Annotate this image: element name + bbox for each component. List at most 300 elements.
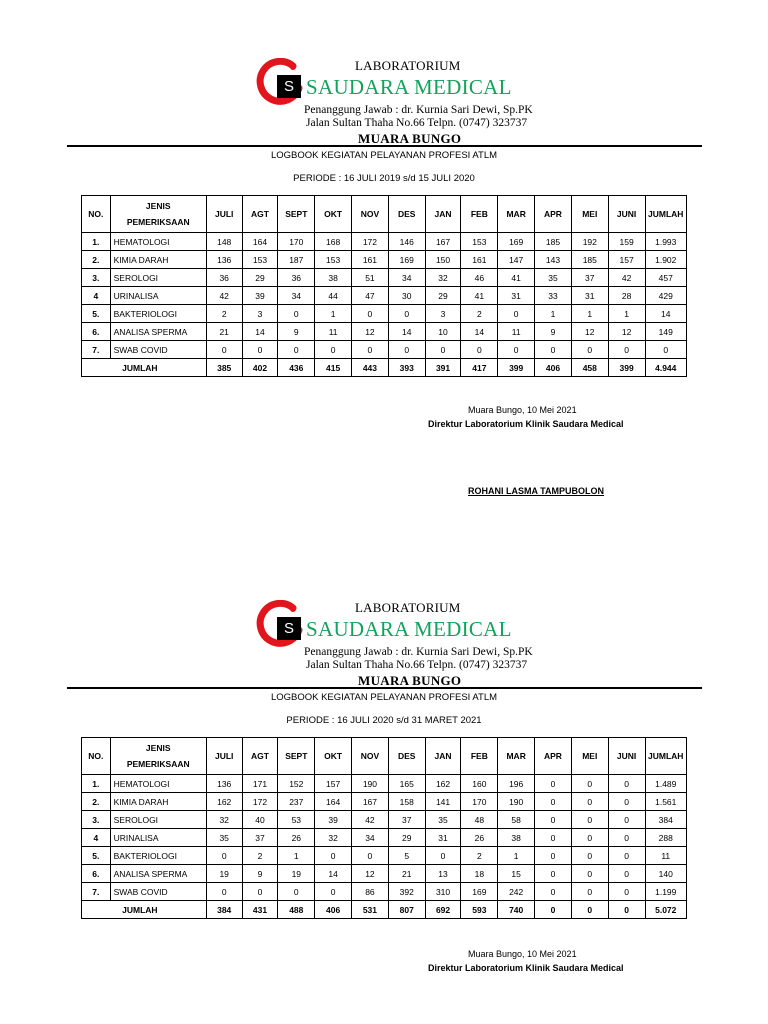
value-cell: 148 <box>206 233 242 251</box>
value-cell: 38 <box>498 829 535 847</box>
value-cell: 37 <box>242 829 278 847</box>
value-cell: 0 <box>571 865 608 883</box>
brand-name: SAUDARA MEDICAL <box>306 617 512 641</box>
col-header-jenis-line1: JENIS <box>145 201 171 211</box>
signature-place-date: Muara Bungo, 10 Mei 2021 <box>468 405 577 415</box>
value-cell: 14 <box>461 323 498 341</box>
value-cell: 237 <box>278 793 315 811</box>
exam-name: URINALISA <box>110 287 206 305</box>
responsible-person: Penanggung Jawab : dr. Kurnia Sari Dewi, Sp.PK <box>304 646 533 658</box>
lab-title: LABORATORIUM <box>355 58 461 73</box>
value-cell: 2 <box>206 305 242 323</box>
value-cell: 164 <box>315 793 352 811</box>
value-cell: 37 <box>571 269 608 287</box>
value-cell: 31 <box>425 829 461 847</box>
value-cell: 26 <box>278 829 315 847</box>
value-cell: 9 <box>278 323 315 341</box>
value-cell: 457 <box>645 269 687 287</box>
total-cell: 402 <box>242 359 278 377</box>
value-cell: 0 <box>242 883 278 901</box>
value-cell: 0 <box>315 847 352 865</box>
exam-name: BAKTERIOLOGI <box>110 305 206 323</box>
logbook-title: LOGBOOK KEGIATAN PELAYANAN PROFESI ATLM <box>270 692 498 703</box>
value-cell: 0 <box>206 341 242 359</box>
value-cell: 32 <box>425 269 461 287</box>
value-cell: 35 <box>206 829 242 847</box>
value-cell: 29 <box>388 829 425 847</box>
value-cell: 150 <box>425 251 461 269</box>
value-cell: 0 <box>498 305 535 323</box>
exam-name: SEROLOGI <box>110 811 206 829</box>
report-section-1 <box>0 58 768 373</box>
row-number: 6. <box>82 865 111 883</box>
value-cell: 35 <box>425 811 461 829</box>
value-cell: 14 <box>315 865 352 883</box>
value-cell: 3 <box>425 305 461 323</box>
value-cell: 0 <box>425 341 461 359</box>
value-cell: 31 <box>498 287 535 305</box>
report-section-2 <box>0 600 768 915</box>
value-cell: 146 <box>388 233 425 251</box>
value-cell: 0 <box>571 793 608 811</box>
value-cell: 161 <box>461 251 498 269</box>
value-cell: 169 <box>498 233 535 251</box>
value-cell: 29 <box>425 287 461 305</box>
letterhead <box>0 58 768 184</box>
value-cell: 3 <box>242 305 278 323</box>
value-cell: 0 <box>608 811 645 829</box>
value-cell: 1 <box>498 847 535 865</box>
value-cell: 0 <box>206 847 242 865</box>
total-label: JUMLAH <box>110 359 206 377</box>
total-label: JUMLAH <box>110 901 206 919</box>
value-cell: 167 <box>425 233 461 251</box>
total-cell: 593 <box>461 901 498 919</box>
total-cell: 0 <box>608 901 645 919</box>
total-cell: 458 <box>571 359 608 377</box>
value-cell: 429 <box>645 287 687 305</box>
value-cell: 34 <box>352 829 389 847</box>
value-cell: 41 <box>461 287 498 305</box>
value-cell: 19 <box>278 865 315 883</box>
period-label: PERIODE : 16 JULI 2019 s/d 15 JULI 2020 <box>293 173 475 184</box>
col-header-jenis <box>110 738 206 775</box>
table-row <box>82 865 687 883</box>
col-header: FEB <box>461 196 498 233</box>
value-cell: 196 <box>498 775 535 793</box>
col-header: NO. <box>82 196 111 233</box>
value-cell: 157 <box>315 775 352 793</box>
value-cell: 161 <box>352 251 389 269</box>
total-cell: 393 <box>388 359 425 377</box>
value-cell: 153 <box>461 233 498 251</box>
table-row <box>82 323 687 341</box>
value-cell: 147 <box>498 251 535 269</box>
value-cell: 187 <box>278 251 315 269</box>
value-cell: 86 <box>352 883 389 901</box>
value-cell: 37 <box>388 811 425 829</box>
value-cell: 39 <box>315 811 352 829</box>
col-header: OKT <box>315 738 352 775</box>
value-cell: 39 <box>242 287 278 305</box>
header-divider <box>67 145 702 147</box>
row-number: 5. <box>82 305 111 323</box>
value-cell: 136 <box>206 251 242 269</box>
total-cell: 384 <box>206 901 242 919</box>
table-row <box>82 793 687 811</box>
row-number: 6. <box>82 323 111 341</box>
value-cell: 12 <box>352 865 389 883</box>
value-cell: 153 <box>315 251 352 269</box>
value-cell: 0 <box>315 883 352 901</box>
col-header-jenis-line2: PEMERIKSAAN <box>126 759 190 769</box>
address: Jalan Sultan Thaha No.66 Telpn. (0747) 323737 <box>306 117 528 129</box>
col-header: MEI <box>571 738 608 775</box>
value-cell: 158 <box>388 793 425 811</box>
total-cell: 692 <box>425 901 461 919</box>
table-row <box>82 287 687 305</box>
col-header: SEPT <box>278 738 315 775</box>
value-cell: 1.993 <box>645 233 687 251</box>
value-cell: 19 <box>206 865 242 883</box>
value-cell: 0 <box>608 847 645 865</box>
value-cell: 0 <box>352 847 389 865</box>
value-cell: 48 <box>461 811 498 829</box>
value-cell: 0 <box>608 793 645 811</box>
col-header: JUNI <box>608 196 645 233</box>
table-row <box>82 251 687 269</box>
table-row <box>82 233 687 251</box>
total-cell: 807 <box>388 901 425 919</box>
value-cell: 18 <box>461 865 498 883</box>
total-cell: 406 <box>535 359 572 377</box>
total-cell: 385 <box>206 359 242 377</box>
value-cell: 0 <box>571 811 608 829</box>
value-cell: 40 <box>242 811 278 829</box>
total-cell: 406 <box>315 901 352 919</box>
table-header-row <box>82 738 687 775</box>
value-cell: 46 <box>461 269 498 287</box>
exam-name: HEMATOLOGI <box>110 775 206 793</box>
value-cell: 0 <box>535 341 572 359</box>
total-cell: 0 <box>571 901 608 919</box>
value-cell: 167 <box>352 793 389 811</box>
value-cell: 152 <box>278 775 315 793</box>
value-cell: 13 <box>425 865 461 883</box>
value-cell: 164 <box>242 233 278 251</box>
col-header: MEI <box>571 196 608 233</box>
value-cell: 0 <box>535 829 572 847</box>
col-header: DES <box>388 196 425 233</box>
total-cell: 436 <box>278 359 315 377</box>
value-cell: 288 <box>645 829 687 847</box>
row-number: 3. <box>82 269 111 287</box>
total-cell: 443 <box>352 359 389 377</box>
table-row <box>82 883 687 901</box>
value-cell: 30 <box>388 287 425 305</box>
value-cell: 0 <box>278 883 315 901</box>
value-cell: 47 <box>352 287 389 305</box>
signature-name: ROHANI LASMA TAMPUBOLON <box>468 486 604 496</box>
value-cell: 0 <box>242 341 278 359</box>
city-name: MUARA BUNGO <box>358 131 462 146</box>
col-header: AGT <box>242 738 278 775</box>
table-row <box>82 847 687 865</box>
value-cell: 12 <box>608 323 645 341</box>
row-number: 7. <box>82 883 111 901</box>
exam-name: SWAB COVID <box>110 883 206 901</box>
row-number: 5. <box>82 847 111 865</box>
value-cell: 185 <box>535 233 572 251</box>
total-cell: 415 <box>315 359 352 377</box>
value-cell: 33 <box>535 287 572 305</box>
value-cell: 0 <box>608 865 645 883</box>
col-header: NOV <box>352 196 389 233</box>
value-cell: 0 <box>608 829 645 847</box>
table-row <box>82 811 687 829</box>
total-cell: 488 <box>278 901 315 919</box>
value-cell: 1.902 <box>645 251 687 269</box>
row-number: 1. <box>82 775 111 793</box>
table-row <box>82 305 687 323</box>
responsible-person: Penanggung Jawab : dr. Kurnia Sari Dewi, Sp.PK <box>304 104 533 116</box>
value-cell: 11 <box>498 323 535 341</box>
value-cell: 0 <box>571 341 608 359</box>
value-cell: 0 <box>535 775 572 793</box>
value-cell: 0 <box>571 847 608 865</box>
value-cell: 53 <box>278 811 315 829</box>
value-cell: 14 <box>242 323 278 341</box>
value-cell: 384 <box>645 811 687 829</box>
value-cell: 157 <box>608 251 645 269</box>
total-cell: 399 <box>608 359 645 377</box>
col-header-jenis <box>110 196 206 233</box>
total-cell: 4.944 <box>645 359 687 377</box>
lab-title: LABORATORIUM <box>355 600 461 615</box>
value-cell: 0 <box>425 847 461 865</box>
col-header: JUMLAH <box>645 738 687 775</box>
table-row <box>82 775 687 793</box>
value-cell: 11 <box>645 847 687 865</box>
value-cell: 160 <box>461 775 498 793</box>
row-number: 4 <box>82 287 111 305</box>
address: Jalan Sultan Thaha No.66 Telpn. (0747) 323737 <box>306 659 528 671</box>
letterhead <box>0 600 768 726</box>
value-cell: 21 <box>206 323 242 341</box>
table-body <box>82 233 687 377</box>
col-header: OKT <box>315 196 352 233</box>
col-header: JAN <box>425 196 461 233</box>
value-cell: 140 <box>645 865 687 883</box>
value-cell: 10 <box>425 323 461 341</box>
value-cell: 32 <box>315 829 352 847</box>
value-cell: 35 <box>535 269 572 287</box>
logo-letter: S <box>277 75 301 98</box>
exam-name: BAKTERIOLOGI <box>110 847 206 865</box>
value-cell: 0 <box>315 341 352 359</box>
value-cell: 12 <box>571 323 608 341</box>
exam-name: KIMIA DARAH <box>110 251 206 269</box>
value-cell: 1 <box>535 305 572 323</box>
signature-title: Direktur Laboratorium Klinik Saudara Medical <box>428 419 624 429</box>
value-cell: 0 <box>278 305 315 323</box>
value-cell: 169 <box>388 251 425 269</box>
col-header: JUMLAH <box>645 196 687 233</box>
col-header: JULI <box>206 738 242 775</box>
value-cell: 0 <box>571 883 608 901</box>
value-cell: 2 <box>461 305 498 323</box>
value-cell: 0 <box>498 341 535 359</box>
value-cell: 14 <box>388 323 425 341</box>
row-number: 7. <box>82 341 111 359</box>
total-cell: 391 <box>425 359 461 377</box>
value-cell: 29 <box>242 269 278 287</box>
exam-name: SWAB COVID <box>110 341 206 359</box>
total-cell: 5.072 <box>645 901 687 919</box>
total-cell: 0 <box>535 901 572 919</box>
value-cell: 9 <box>535 323 572 341</box>
value-cell: 149 <box>645 323 687 341</box>
col-header: DES <box>388 738 425 775</box>
col-header: AGT <box>242 196 278 233</box>
value-cell: 190 <box>498 793 535 811</box>
value-cell: 31 <box>571 287 608 305</box>
table-row <box>82 269 687 287</box>
value-cell: 0 <box>645 341 687 359</box>
period-label: PERIODE : 16 JULI 2020 s/d 31 MARET 2021 <box>286 715 482 726</box>
value-cell: 36 <box>206 269 242 287</box>
value-cell: 34 <box>278 287 315 305</box>
signature-title: Direktur Laboratorium Klinik Saudara Medical <box>428 963 624 973</box>
value-cell: 136 <box>206 775 242 793</box>
col-header: JULI <box>206 196 242 233</box>
col-header: APR <box>535 738 572 775</box>
table-body <box>82 775 687 919</box>
value-cell: 58 <box>498 811 535 829</box>
logbook-title: LOGBOOK KEGIATAN PELAYANAN PROFESI ATLM <box>270 150 498 161</box>
value-cell: 310 <box>425 883 461 901</box>
value-cell: 1.489 <box>645 775 687 793</box>
value-cell: 2 <box>461 847 498 865</box>
value-cell: 153 <box>242 251 278 269</box>
total-cell: 740 <box>498 901 535 919</box>
value-cell: 1.561 <box>645 793 687 811</box>
value-cell: 11 <box>315 323 352 341</box>
table-row <box>82 829 687 847</box>
value-cell: 168 <box>315 233 352 251</box>
value-cell: 12 <box>352 323 389 341</box>
value-cell: 1 <box>571 305 608 323</box>
value-cell: 42 <box>608 269 645 287</box>
row-number: 4 <box>82 829 111 847</box>
value-cell: 190 <box>352 775 389 793</box>
value-cell: 0 <box>388 341 425 359</box>
value-cell: 32 <box>206 811 242 829</box>
total-cell: 399 <box>498 359 535 377</box>
value-cell: 1 <box>315 305 352 323</box>
value-cell: 0 <box>535 811 572 829</box>
exam-name: SEROLOGI <box>110 269 206 287</box>
value-cell: 0 <box>206 883 242 901</box>
value-cell: 162 <box>425 775 461 793</box>
row-number: 1. <box>82 233 111 251</box>
value-cell: 51 <box>352 269 389 287</box>
total-cell: 417 <box>461 359 498 377</box>
row-number: 2. <box>82 793 111 811</box>
value-cell: 44 <box>315 287 352 305</box>
value-cell: 1.199 <box>645 883 687 901</box>
exam-name: HEMATOLOGI <box>110 233 206 251</box>
value-cell: 0 <box>535 847 572 865</box>
value-cell: 0 <box>352 305 389 323</box>
total-row <box>82 901 687 919</box>
col-header-jenis-line1: JENIS <box>145 743 171 753</box>
value-cell: 0 <box>535 865 572 883</box>
value-cell: 172 <box>352 233 389 251</box>
value-cell: 0 <box>352 341 389 359</box>
value-cell: 36 <box>278 269 315 287</box>
value-cell: 26 <box>461 829 498 847</box>
total-cell: 531 <box>352 901 389 919</box>
exam-name: URINALISA <box>110 829 206 847</box>
value-cell: 141 <box>425 793 461 811</box>
value-cell: 169 <box>461 883 498 901</box>
value-cell: 170 <box>278 233 315 251</box>
value-cell: 0 <box>278 341 315 359</box>
value-cell: 21 <box>388 865 425 883</box>
value-cell: 0 <box>461 341 498 359</box>
value-cell: 159 <box>608 233 645 251</box>
exam-table <box>81 737 687 919</box>
value-cell: 392 <box>388 883 425 901</box>
city-name: MUARA BUNGO <box>358 673 462 688</box>
value-cell: 38 <box>315 269 352 287</box>
value-cell: 1 <box>608 305 645 323</box>
value-cell: 0 <box>535 883 572 901</box>
signature-place-date: Muara Bungo, 10 Mei 2021 <box>468 949 577 959</box>
value-cell: 28 <box>608 287 645 305</box>
value-cell: 171 <box>242 775 278 793</box>
value-cell: 0 <box>608 341 645 359</box>
value-cell: 165 <box>388 775 425 793</box>
total-blank-cell <box>82 359 111 377</box>
value-cell: 34 <box>388 269 425 287</box>
col-header: MAR <box>498 738 535 775</box>
value-cell: 0 <box>608 883 645 901</box>
col-header: JUNI <box>608 738 645 775</box>
exam-table <box>81 195 687 377</box>
value-cell: 42 <box>206 287 242 305</box>
logo-letter: S <box>277 617 301 640</box>
exam-name: KIMIA DARAH <box>110 793 206 811</box>
value-cell: 0 <box>571 775 608 793</box>
value-cell: 15 <box>498 865 535 883</box>
row-number: 3. <box>82 811 111 829</box>
table-row <box>82 341 687 359</box>
total-cell: 431 <box>242 901 278 919</box>
col-header: MAR <box>498 196 535 233</box>
value-cell: 0 <box>388 305 425 323</box>
total-row <box>82 359 687 377</box>
value-cell: 9 <box>242 865 278 883</box>
col-header: NO. <box>82 738 111 775</box>
col-header-jenis-line2: PEMERIKSAAN <box>126 217 190 227</box>
header-divider <box>67 687 702 689</box>
value-cell: 0 <box>571 829 608 847</box>
value-cell: 5 <box>388 847 425 865</box>
value-cell: 185 <box>571 251 608 269</box>
value-cell: 2 <box>242 847 278 865</box>
